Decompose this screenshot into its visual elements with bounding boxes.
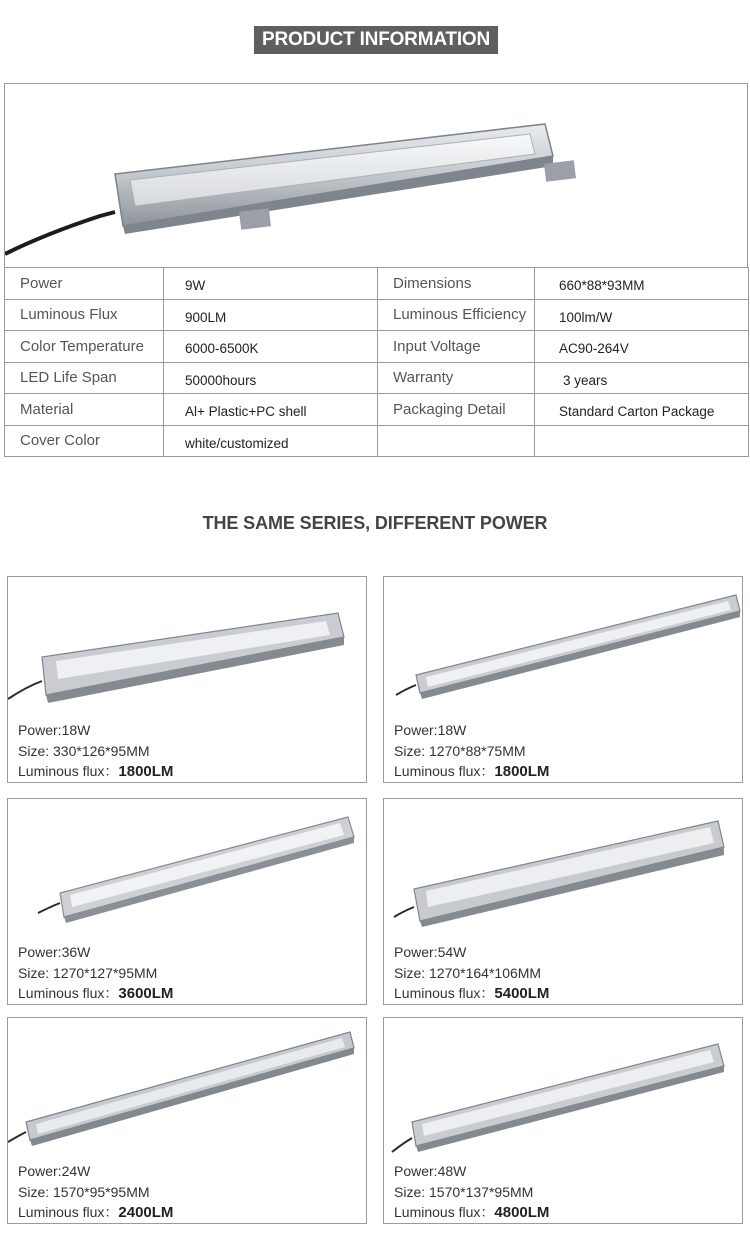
card-size: Size: 330*126*95MM bbox=[18, 742, 150, 759]
spec-value: 900LM bbox=[164, 299, 378, 331]
card-power: Power:18W bbox=[18, 722, 91, 738]
spec-row bbox=[5, 268, 749, 300]
card-flux bbox=[394, 1202, 549, 1224]
card-size: Size: 1270*164*106MM bbox=[394, 964, 542, 981]
spec-label: Luminous Efficiency bbox=[378, 299, 535, 331]
spec-value: AC90-264V bbox=[535, 331, 749, 363]
card-flux-label: Luminous flux： bbox=[394, 763, 495, 779]
spec-label: Cover Color bbox=[5, 425, 164, 457]
spec-row bbox=[5, 425, 749, 457]
card-flux-label: Luminous flux： bbox=[394, 985, 495, 1001]
card-flux bbox=[18, 761, 173, 783]
product-image bbox=[5, 84, 748, 267]
card-size: Size: 1270*88*75MM bbox=[394, 742, 526, 759]
card-flux-label: Luminous flux： bbox=[394, 1204, 495, 1220]
spec-row bbox=[5, 394, 749, 426]
product-card-image bbox=[8, 1018, 367, 1158]
product-card-image bbox=[384, 799, 743, 939]
product-image-panel bbox=[4, 83, 748, 267]
card-flux-value: 3600LM bbox=[118, 985, 174, 1002]
card-size: Size: 1570*137*95MM bbox=[394, 1183, 534, 1200]
spec-value: 660*88*93MM bbox=[535, 268, 749, 300]
spec-label: Luminous Flux bbox=[5, 299, 164, 331]
card-flux-value: 1800LM bbox=[118, 763, 174, 780]
spec-label: Color Temperature bbox=[5, 331, 164, 363]
section-title: PRODUCT INFORMATION bbox=[261, 29, 491, 50]
product-card bbox=[383, 576, 743, 783]
card-size: Size: 1570*95*95MM bbox=[18, 1183, 150, 1200]
product-card bbox=[7, 1017, 367, 1224]
section-banner bbox=[254, 26, 498, 54]
card-flux-value: 5400LM bbox=[494, 985, 550, 1002]
card-flux-value: 1800LM bbox=[494, 763, 550, 780]
card-flux-label: Luminous flux： bbox=[18, 985, 119, 1001]
card-flux-value: 2400LM bbox=[118, 1204, 174, 1221]
card-power: Power:54W bbox=[394, 944, 467, 960]
card-power: Power:24W bbox=[18, 1163, 91, 1179]
spec-value: 3 years bbox=[535, 362, 749, 394]
spec-value: white/customized bbox=[164, 425, 378, 457]
spec-value: 6000-6500K bbox=[164, 331, 378, 363]
product-card-image bbox=[8, 799, 367, 939]
spec-value: 100lm/W bbox=[535, 299, 749, 331]
product-card-image bbox=[384, 577, 743, 717]
spec-value: 50000hours bbox=[164, 362, 378, 394]
card-flux bbox=[18, 1202, 173, 1224]
spec-label: LED Life Span bbox=[5, 362, 164, 394]
spec-label: Packaging Detail bbox=[378, 394, 535, 426]
spec-label: Power bbox=[5, 268, 164, 300]
card-power: Power:48W bbox=[394, 1163, 467, 1179]
card-flux bbox=[18, 983, 173, 1005]
series-heading: THE SAME SERIES, DIFFERENT POWER bbox=[202, 513, 548, 533]
spec-label: Dimensions bbox=[378, 268, 535, 300]
card-flux-value: 4800LM bbox=[494, 1204, 550, 1221]
card-flux bbox=[394, 761, 549, 783]
spec-row bbox=[5, 362, 749, 394]
card-power: Power:18W bbox=[394, 722, 467, 738]
spec-table bbox=[4, 267, 749, 457]
card-power: Power:36W bbox=[18, 944, 91, 960]
card-flux-label: Luminous flux： bbox=[18, 763, 119, 779]
card-flux-label: Luminous flux： bbox=[18, 1204, 119, 1220]
product-card-image bbox=[384, 1018, 743, 1158]
product-card bbox=[7, 798, 367, 1005]
product-card bbox=[383, 798, 743, 1005]
spec-label: Warranty bbox=[378, 362, 535, 394]
product-card-image bbox=[8, 577, 367, 717]
spec-row bbox=[5, 331, 749, 363]
card-flux bbox=[394, 983, 549, 1005]
spec-label: Material bbox=[5, 394, 164, 426]
spec-label bbox=[378, 425, 535, 457]
product-card bbox=[7, 576, 367, 783]
spec-value: 9W bbox=[164, 268, 378, 300]
spec-value: Standard Carton Package bbox=[535, 394, 749, 426]
product-card bbox=[383, 1017, 743, 1224]
spec-value: Al+ Plastic+PC shell bbox=[164, 394, 378, 426]
card-size: Size: 1270*127*95MM bbox=[18, 964, 158, 981]
spec-row bbox=[5, 299, 749, 331]
spec-value bbox=[535, 425, 749, 457]
spec-label: Input Voltage bbox=[378, 331, 535, 363]
